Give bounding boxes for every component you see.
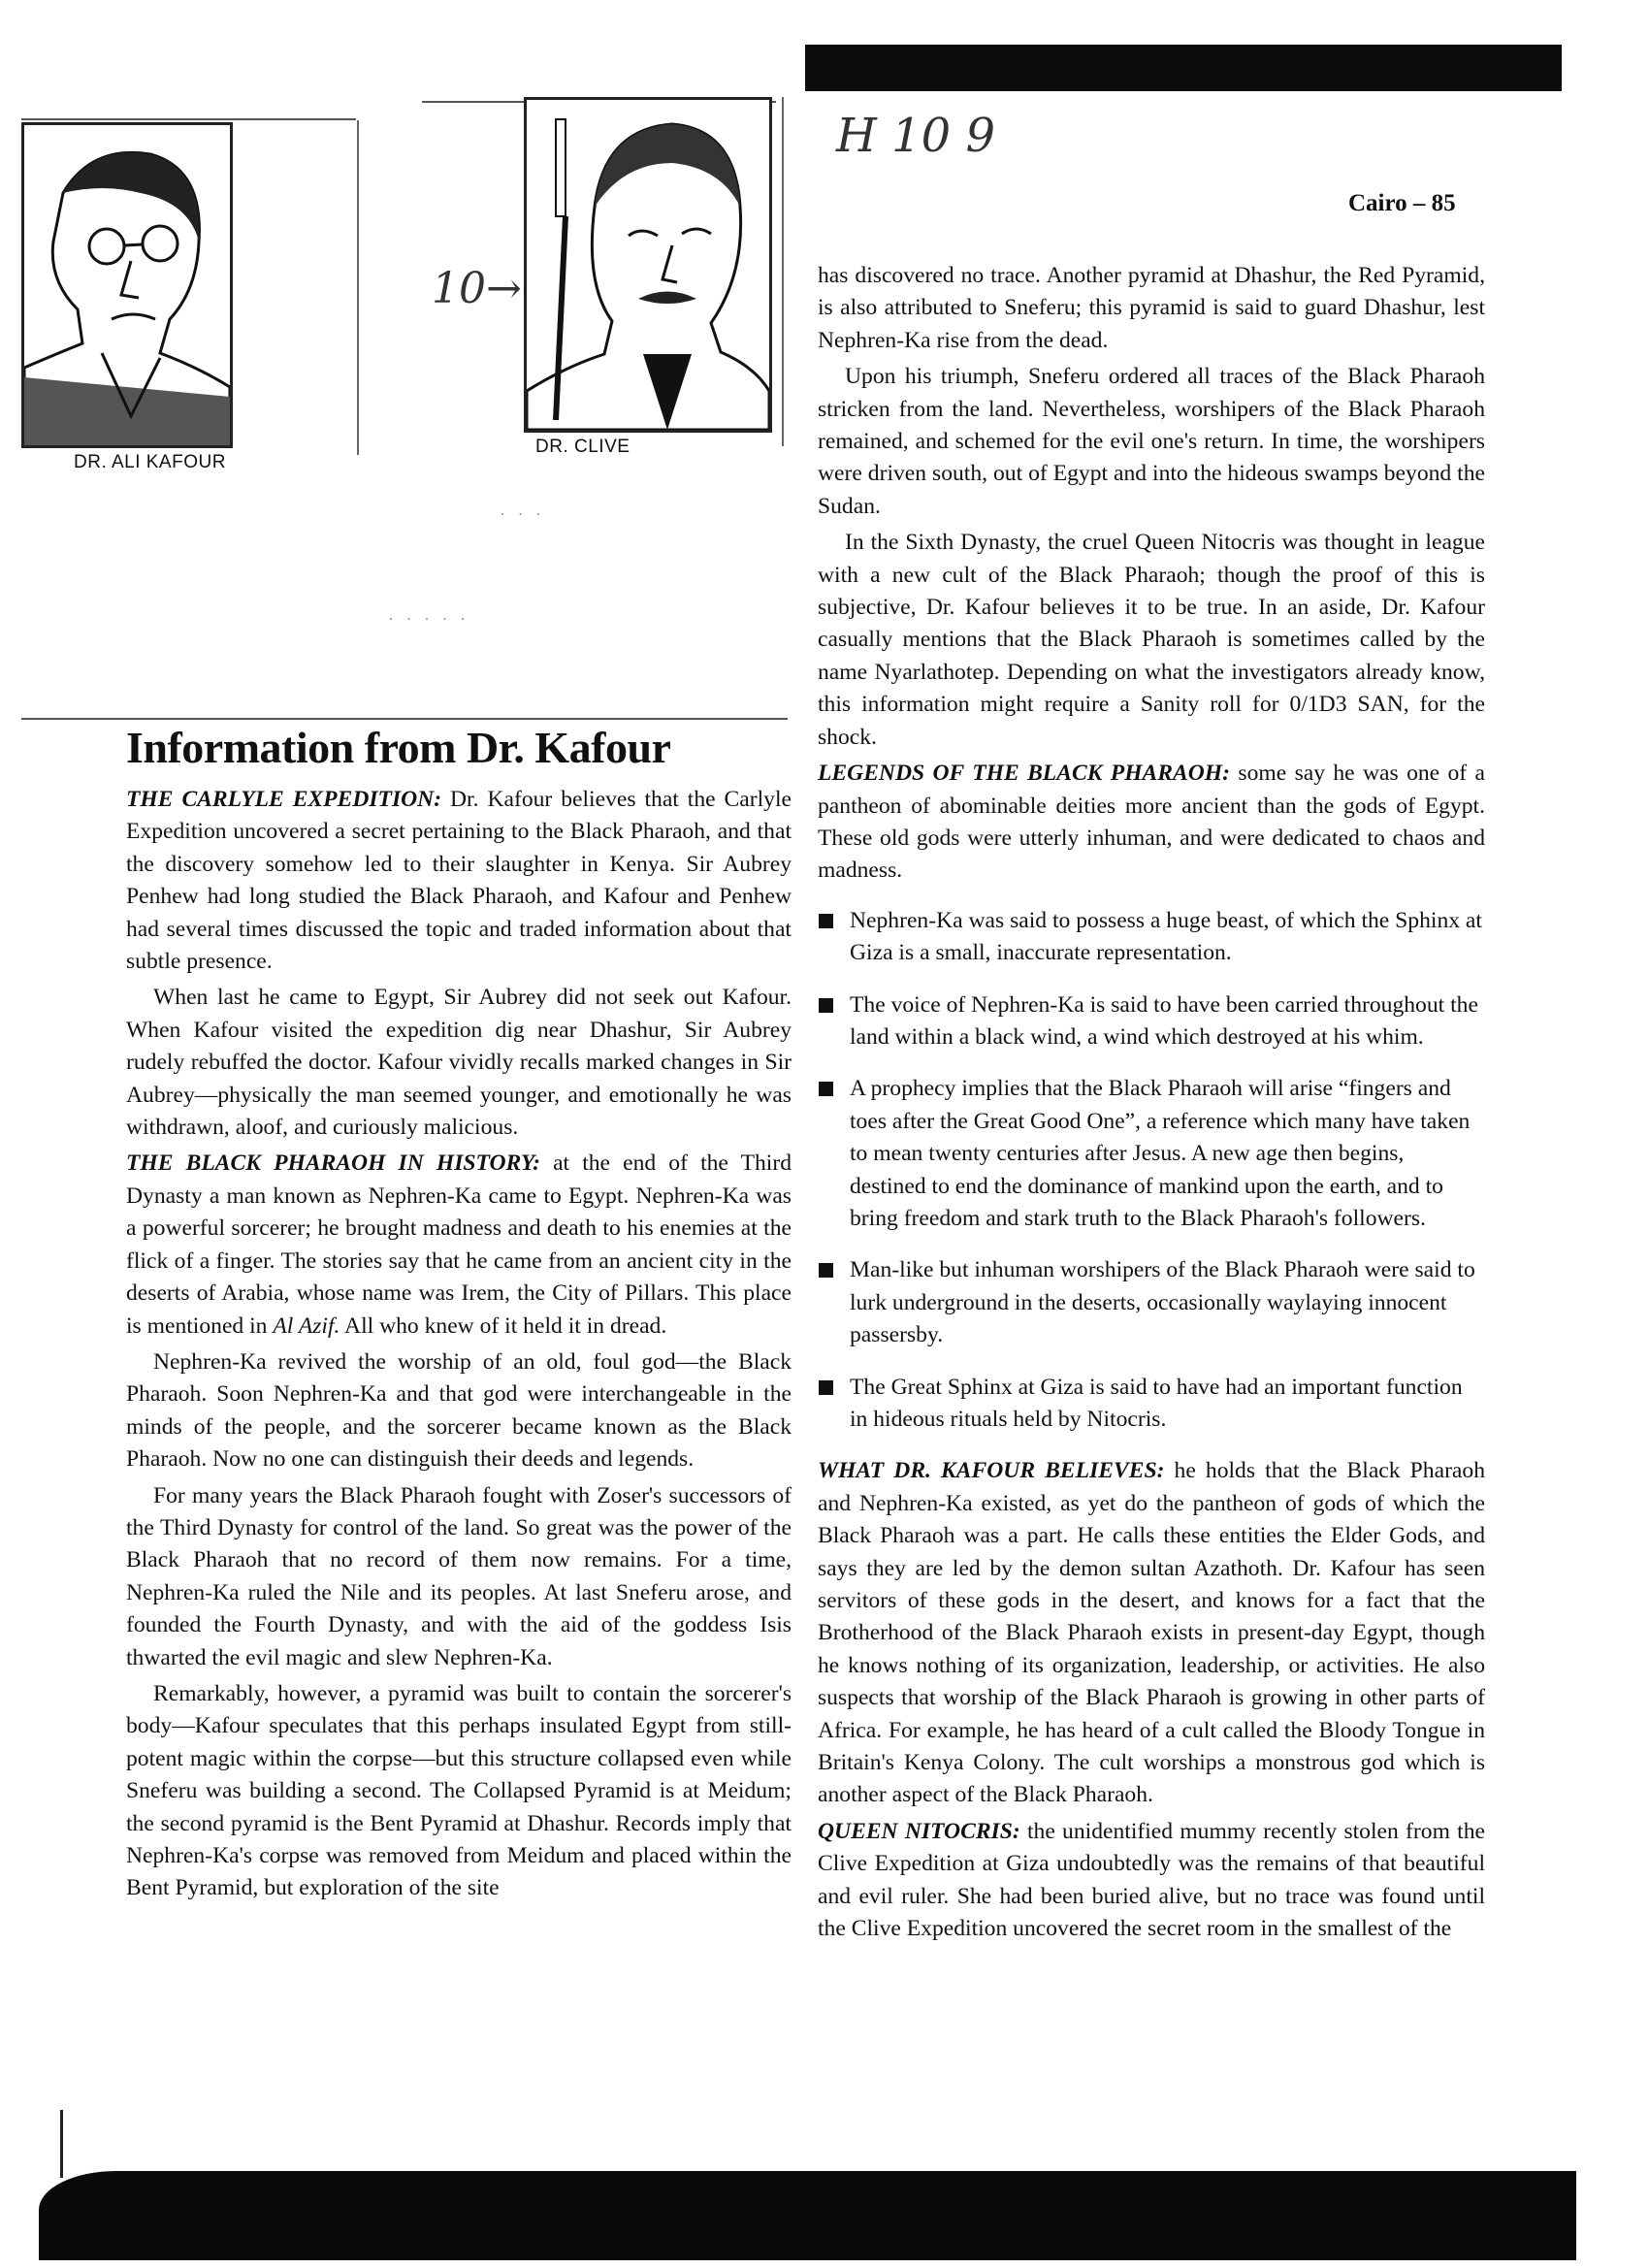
portrait-clive-illustration xyxy=(527,100,769,430)
bullet-text: The voice of Nephren-Ka is said to have been carried throughout the land within a black wind, a wind which destroyed at his whim. xyxy=(850,991,1478,1050)
scan-bottom-bar xyxy=(39,2171,1576,2260)
paragraph-text: For many years the Black Pharaoh fought with Zoser's successors of the Third Dynasty for control of the land. So great was the power of the Black Pharaoh that no record of them now remains. For a time, Nephren-Ka ruled the Nile and its peoples. At last Sneferu arose, and founded the Fourth Dynasty, and with the aid of the goddess Isis thwarted the evil magic and slew Nephren-Ka. xyxy=(126,1482,792,1670)
paragraph-text: at the end of the Third Dynasty a man known as Nephren-Ka came to Egypt. Nephren-Ka was a powerful sorcerer; he brought madness and death to his enemies at the flick of a finger. The stories say that he came from an ancient city in the deserts of Arabia, whose name was Irem, the City of Pillars. This place is mentioned in xyxy=(126,1150,792,1339)
paragraph xyxy=(126,1678,792,1905)
paragraph xyxy=(126,1346,792,1476)
portrait-caption-left: DR. ALI KAFOUR xyxy=(74,452,226,472)
bullet-square-icon xyxy=(819,914,833,928)
right-column xyxy=(818,260,1485,1950)
bullet-square-icon xyxy=(819,1380,833,1395)
frame-line xyxy=(357,120,359,455)
bullet-text: Nephren-Ka was said to possess a huge beast, of which the Sphinx at Giza is a small, inaccurate representation. xyxy=(850,907,1482,966)
left-column xyxy=(126,784,792,1909)
bullet-text: The Great Sphinx at Giza is said to have had an important function in hideous rituals held by Nitocris. xyxy=(850,1374,1463,1432)
bullet-item xyxy=(818,1254,1485,1351)
paragraph-text: Remarkably, however, a pyramid was built to contain the sorcerer's body—Kafour speculates that this perhaps insulated Egypt from still-potent magic within the corpse—but this structure collapsed even while Sneferu was building a second. The Collapsed Pyramid is at Meidum; the second pyramid is the Bent Pyramid at Dhashur. Records imply that Nephren-Ka's corpse was removed from Meidum and placed within the Bent Pyramid, but exploration of the site xyxy=(126,1680,792,1901)
section-rule xyxy=(21,718,788,720)
subheading: THE BLACK PHARAOH IN HISTORY: xyxy=(126,1150,540,1177)
paragraph-text: Nephren-Ka revived the worship of an old, foul god—the Black Pharaoh. Soon Nephren-Ka and that god were interchangeable in the minds of the people, and the sorcerer became known as the Black Pharaoh. Now no one can distinguish their deeds and legends. xyxy=(126,1348,792,1473)
bullet-item xyxy=(818,989,1485,1054)
paragraph-text: In the Sixth Dynasty, the cruel Queen Nitocris was thought in league with a new cult of the Black Pharaoh; though the proof of this is subjective, Dr. Kafour believes it to be true. In an aside, Dr. Kafour casually mentions that the Black Pharaoh is sometimes called by the name Nyarlathotep. Depending on what the investigators already know, this information might require a Sanity roll for 0/1D3 SAN, for the shock. xyxy=(818,530,1485,750)
paragraph-text: some say he was one of a pantheon of abominable deities more ancient than the gods of Egypt. These old gods were utterly inhuman, and were dedicated to chaos and madness. xyxy=(818,761,1485,884)
paragraph-text: All who knew of it held it in dread. xyxy=(340,1312,667,1339)
subheading: QUEEN NITOCRIS: xyxy=(818,1818,1020,1844)
bullet-square-icon xyxy=(819,1082,833,1096)
bullet-item xyxy=(818,1073,1485,1235)
subheading: THE CARLYLE EXPEDITION: xyxy=(126,787,442,812)
paragraph-text: he holds that the Black Pharaoh and Nephren-Ka existed, as yet do the pantheon of gods of which the Black Pharaoh was a part. He calls these entities the Elder Gods, and says they are led by the demon sultan Azathoth. Dr. Kafour has seen servitors of these gods in the desert, and knows for a fact that the Brotherhood of the Black Pharaoh exists in present-day Egypt, though he knows nothing of its organization, leadership, or activities. He also suspects that worship of the Black Pharaoh is growing in other parts of Africa. For example, he has heard of a cult called the Bloody Tongue in Britain's Kenya Colony. The cult worships a monstrous god which is another aspect of the Black Pharaoh. xyxy=(818,1458,1485,1808)
lead-paragraph xyxy=(126,784,792,978)
book-title: Al Azif. xyxy=(273,1312,340,1339)
paragraph xyxy=(818,260,1485,357)
subheading: WHAT DR. KAFOUR BELIEVES: xyxy=(818,1458,1165,1484)
paragraph-text: Upon his triumph, Sneferu ordered all traces of the Black Pharaoh stricken from the land. Nevertheless, worshipers of the Black Pharaoh remained, and schemed for the evil one's return. In time, the worshipers were driven south, out of Egypt and into the hideous swamps beyond the Sudan. xyxy=(818,364,1485,519)
paragraph xyxy=(818,527,1485,754)
paragraph-text: Dr. Kafour believes that the Carlyle Expedition uncovered a secret pertaining to the Black Pharaoh, and that the discovery somehow led to their slaughter in Kenya. Sir Aubrey Penhew had long studied the Black Pharaoh, and Kafour and Penhew had several times discussed the topic and traded information about that subtle presence. xyxy=(126,787,792,975)
bullet-item xyxy=(818,905,1485,970)
lead-paragraph xyxy=(818,1816,1485,1946)
portrait-kafour-illustration xyxy=(24,125,230,445)
running-head: Cairo – 85 xyxy=(1348,190,1456,216)
bullet-square-icon xyxy=(819,998,833,1013)
paragraph xyxy=(126,982,792,1144)
frame-line xyxy=(782,97,784,446)
paragraph-text: the unidentified mummy recently stolen from the Clive Expedition at Giza undoubtedly was the remains of that beautiful and evil ruler. She had been buried alive, but no trace was found until the Clive Expedition uncovered the secret room in the smallest of the xyxy=(818,1818,1485,1942)
paragraph-text: has discovered no trace. Another pyramid at Dhashur, the Red Pyramid, is also attributed to Sneferu; this pyramid is said to guard Dhashur, lest Nephren-Ka rise from the dead. xyxy=(818,263,1485,353)
frame-line xyxy=(21,118,356,120)
scan-top-bar xyxy=(805,45,1562,91)
paragraph xyxy=(126,1480,792,1674)
portrait-caption-right: DR. CLIVE xyxy=(535,437,630,457)
section-title: Information from Dr. Kafour xyxy=(126,723,671,772)
handwritten-number: 10→ xyxy=(432,264,522,313)
paragraph-text: When last he came to Egypt, Sir Aubrey did not seek out Kafour. When Kafour visited the expedition dig near Dhashur, Sir Aubrey rudely rebuffed the doctor. Kafour vividly recalls marked changes in Sir Aubrey—physically the man seemed younger, and emotionally he was withdrawn, aloof, and curiously malicious. xyxy=(126,985,792,1141)
subheading: LEGENDS OF THE BLACK PHARAOH: xyxy=(818,761,1231,787)
scan-specks: · · · · · xyxy=(388,609,469,629)
scan-left-edge xyxy=(60,2110,63,2178)
paragraph xyxy=(818,361,1485,523)
portrait-ali-kafour xyxy=(21,122,233,448)
lead-paragraph xyxy=(818,758,1485,888)
handwritten-code: H 10 9 xyxy=(836,109,995,163)
portrait-dr-clive xyxy=(524,97,772,433)
bullet-item xyxy=(818,1372,1485,1437)
bullet-square-icon xyxy=(819,1263,833,1278)
bullet-text: Man-like but inhuman worshipers of the Black Pharaoh were said to lurk underground in the deserts, occasionally waylaying innocent passersby. xyxy=(850,1257,1475,1348)
lead-paragraph xyxy=(818,1455,1485,1811)
scan-specks: · · · xyxy=(500,504,545,524)
lead-paragraph xyxy=(126,1148,792,1342)
bullet-text: A prophecy implies that the Black Pharaoh will arise “fingers and toes after the Great Good One”, a reference which many have taken to mean twenty centuries after Jesus. A new age then begins, destined to end the dominance of mankind upon the earth, and to bring freedom and stark truth to the Black Pharaoh's followers. xyxy=(850,1076,1471,1231)
